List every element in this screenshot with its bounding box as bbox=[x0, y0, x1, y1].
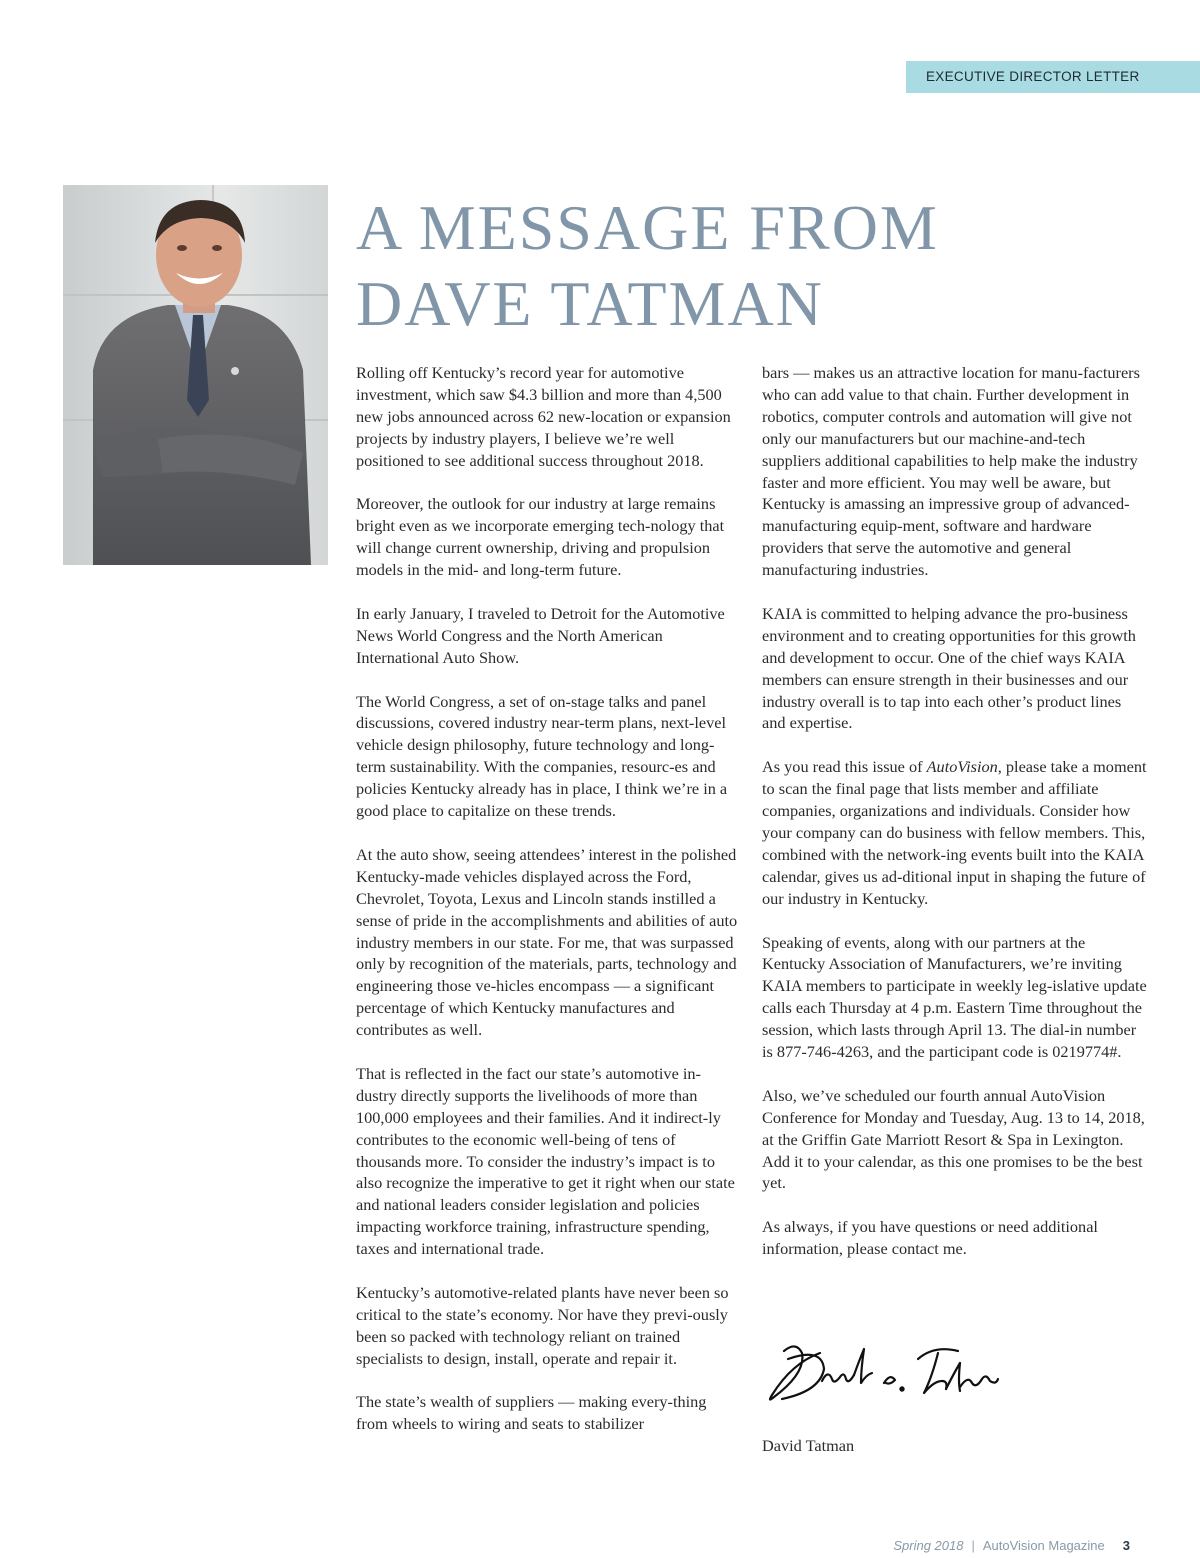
paragraph: That is reflected in the fact our state’s automotive in-dustry directly supports the livelihoods of more than 100,000 employees and their families. And it indirect-ly contributes to the economic well-being of tens of thousands more. To consider the industry’s impact is to also recognize the imperative to get it right when our state and national leaders consider legislation and policies impacting workforce training, infrastructure spending, taxes and international trade. bbox=[356, 1063, 735, 1259]
footer-separator: | bbox=[971, 1538, 975, 1553]
page-footer bbox=[893, 1537, 1130, 1555]
footer-magazine: AutoVision Magazine bbox=[982, 1538, 1105, 1553]
paragraph: At the auto show, seeing attendees’ interest in the polished Kentucky-made vehicles displayed across the Ford, Chevrolet, Toyota, Lexus and Lincoln stands instilled a sense of pride in the accomplishments and abilities of auto industry members in our state. For me, that was surpassed only by recognition of the materials, parts, technology and engineering those ve-hicles encompass — a significant percentage of which Kentucky manufactures and contributes as well. bbox=[356, 844, 738, 1040]
title-line-2: DAVE TATMAN bbox=[356, 268, 824, 339]
paragraph: As always, if you have questions or need additional information, please contact me. bbox=[762, 1217, 1098, 1259]
footer-issue: Spring 2018 bbox=[893, 1538, 964, 1553]
paragraph: The state’s wealth of suppliers — making every-thing from wheels to wiring and seats to stabilizer bbox=[356, 1392, 707, 1434]
paragraph: Speaking of events, along with our partners at the Kentucky Association of Manufacturers, we’re inviting KAIA members to participate in weekly leg-islative update calls each Thursday at 4 p.m. Eastern Time throughout the session, which lasts through April 13. The dial-in number is 877-746-4263, and the participant code is 0219774#. bbox=[762, 932, 1147, 1062]
paragraph: bars — makes us an attractive location for manu-facturers who can add value to that chain. Further development in robotics, computer controls and automation will give not only our manufacturers but our machine-and-tech suppliers additional capabilities to help make the industry faster and more efficient. You may well be aware, but Kentucky is amassing an impressive group of advanced-manufacturing equip-ment, software and hardware providers that serve the automotive and general manufacturing industries. bbox=[762, 363, 1140, 580]
paragraph: Kentucky’s automotive-related plants have never been so critical to the state’s economy. Nor have they previ-ously been so packed with technology reliant on trained specialists to design, install, operate and repair it. bbox=[356, 1282, 729, 1368]
paragraph: Also, we’ve scheduled our fourth annual AutoVision Conference for Monday and Tuesday, Aug. 13 to 14, 2018, at the Griffin Gate Marriott Resort & Spa in Lexington. Add it to your calendar, as this one promises to be the best yet. bbox=[762, 1085, 1145, 1193]
paragraph bbox=[762, 756, 1147, 909]
paragraph-text: As you read this issue of bbox=[762, 757, 927, 777]
paragraph: The World Congress, a set of on-stage talks and panel discussions, covered industry near-term plans, next-level vehicle design philosophy, future technology and long-term sustainability. With the companies, resourc-es and policies Kentucky already has in place, I think we’re in a good place to capitalize on these trends. bbox=[356, 691, 728, 821]
paragraph-text: , please take a moment to scan the final page that lists member and affiliate companies, organizations and individuals. Consider how your company can do business with fellow members. This, combined with the network-ing events built into the KAIA calendar, gives us ad-ditional input in shaping the future of our industry in Kentucky. bbox=[762, 757, 1147, 908]
letter-column-1 bbox=[356, 362, 741, 1435]
paragraph: Rolling off Kentucky’s record year for automotive investment, which saw $4.3 billion and more than 4,500 new jobs announced across 62 new-location or expansion projects by industry players, I believe we’re well positioned to see additional success throughout 2018. bbox=[356, 363, 731, 470]
letter-column-2 bbox=[762, 362, 1147, 1260]
paragraph: KAIA is committed to helping advance the pro-business environment and to creating opportunities for this growth and development to occur. One of the chief ways KAIA members can ensure strength in their businesses and our industry overall is to tap into each other’s product lines and expertise. bbox=[762, 603, 1136, 733]
page-number: 3 bbox=[1122, 1538, 1130, 1553]
handwritten-signature bbox=[762, 1333, 1002, 1413]
paragraph: In early January, I traveled to Detroit for the Automotive News World Congress and the North American International Auto Show. bbox=[356, 603, 725, 667]
author-photo bbox=[63, 185, 328, 565]
magazine-name-italic: AutoVision bbox=[926, 757, 998, 777]
page-title bbox=[356, 190, 1156, 342]
section-label: EXECUTIVE DIRECTOR LETTER bbox=[906, 61, 1200, 93]
paragraph: Moreover, the outlook for our industry at large remains bright even as we incorporate emerging tech-nology that will change current ownership, driving and propulsion models in the mid- and long-term future. bbox=[356, 494, 725, 580]
signer-name: David Tatman bbox=[762, 1436, 855, 1455]
title-line-1: A MESSAGE FROM bbox=[356, 192, 939, 263]
